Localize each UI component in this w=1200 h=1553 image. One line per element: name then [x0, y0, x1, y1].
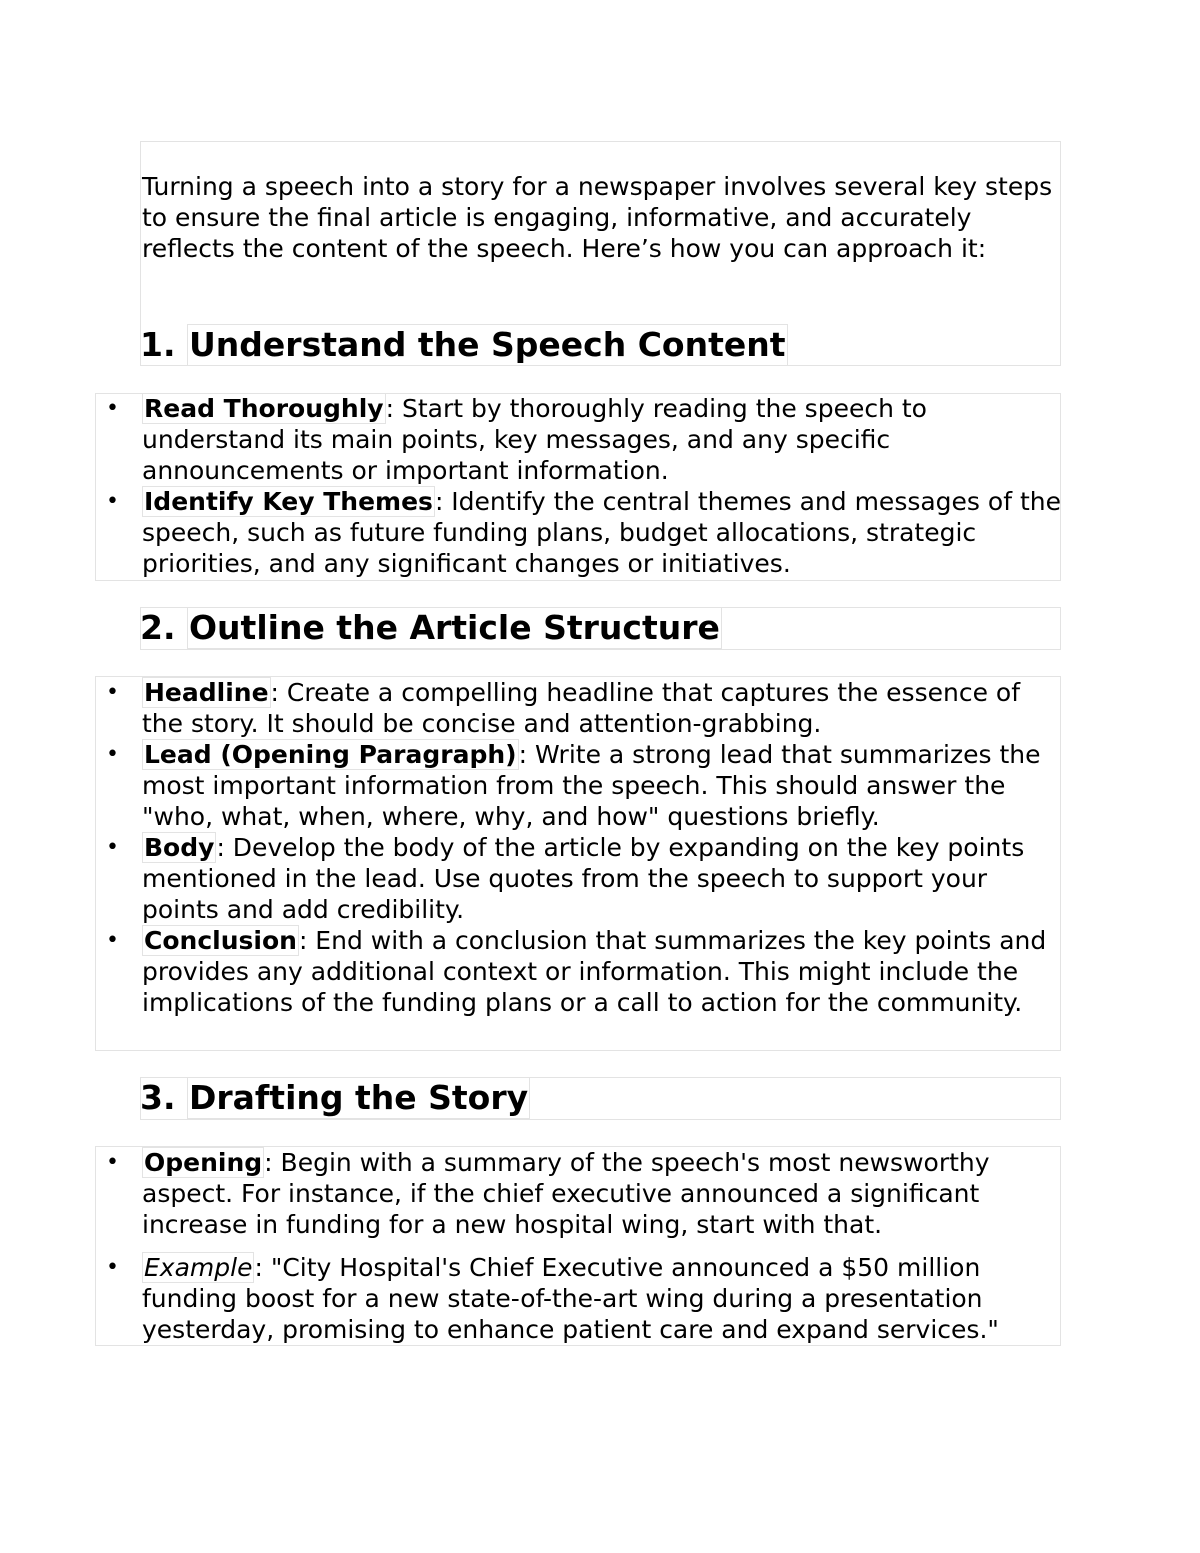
list-item-text: : Begin with a summary of the speech's most newsworthy aspect. For instance, if the chief executive announced a significant increase in funding for a new hospital wing, start with that.: [142, 1148, 990, 1239]
section-number: 3.: [140, 1078, 176, 1117]
intro-paragraph: Turning a speech into a story for a newspaper involves several key steps to ensure the final article is engaging, informative, and accurately reflects the content of the speech. Here’s how you can approach it:: [142, 172, 1053, 263]
list-item-text: : End with a conclusion that summarizes the key points and provides any additional context or information. This might include the implications of the funding plans or a call to action for the community.: [142, 926, 1047, 1017]
list-item-text: : Develop the body of the article by expanding on the key points mentioned in the lead. Use quotes from the speech to support your points and add credibility.: [142, 833, 1025, 924]
bullet-icon: •: [106, 835, 119, 860]
section-heading-3: [140, 1077, 530, 1119]
list-item: [106, 486, 1062, 579]
section-title: Drafting the Story: [189, 1078, 529, 1117]
section-number: 1.: [140, 325, 176, 364]
list-item: [106, 925, 1062, 1018]
list-item-term: Opening: [144, 1148, 263, 1177]
bullet-icon: •: [106, 928, 119, 953]
list-item-text: : "City Hospital's Chief Executive announced a $50 million funding boost for a new state-of-the-art wing during a presentation yesterday, promising to enhance patient care and expand services.": [142, 1253, 999, 1344]
section-1-list: [106, 393, 1062, 579]
list-item-text: : Start by thoroughly reading the speech to understand its main points, key messages, and any specific announcements or important information.: [142, 394, 927, 485]
list-item-term: Headline: [144, 678, 269, 707]
list-item-term: Example: [144, 1253, 253, 1282]
section-title: Understand the Speech Content: [189, 325, 786, 364]
list-item-text: : Identify the central themes and messages of the speech, such as future funding plans, budget allocations, strategic priorities, and any significant changes or initiatives.: [142, 487, 1061, 578]
list-item-term: Lead (Opening Paragraph): [144, 740, 517, 769]
section-3-list: [106, 1147, 1062, 1345]
list-item: [106, 1252, 1062, 1345]
bullet-icon: •: [106, 489, 119, 514]
list-item-term: Read Thoroughly: [144, 394, 384, 423]
bullet-icon: •: [106, 396, 119, 421]
list-item: [106, 832, 1062, 925]
list-item-term: Body: [144, 833, 215, 862]
bullet-icon: •: [106, 680, 119, 705]
bullet-icon: •: [106, 1255, 119, 1280]
section-title: Outline the Article Structure: [189, 608, 720, 647]
section-heading-1: [140, 324, 788, 366]
list-item: [106, 677, 1062, 739]
section-number: 2.: [140, 608, 176, 647]
list-item: [106, 393, 1062, 486]
section-2-list: [106, 677, 1062, 1018]
list-item-term: Identify Key Themes: [144, 487, 433, 516]
list-item: [106, 739, 1062, 832]
list-item: [106, 1147, 1062, 1240]
bullet-icon: •: [106, 742, 119, 767]
list-item-term: Conclusion: [144, 926, 297, 955]
list-item-text: : Write a strong lead that summarizes the most important information from the speech. This should answer the "who, what, when, where, why, and how" questions briefly.: [142, 740, 1041, 831]
list-item-text: : Create a compelling headline that captures the essence of the story. It should be concise and attention-grabbing.: [142, 678, 1020, 738]
section-heading-2: [140, 607, 722, 649]
bullet-icon: •: [106, 1150, 119, 1175]
